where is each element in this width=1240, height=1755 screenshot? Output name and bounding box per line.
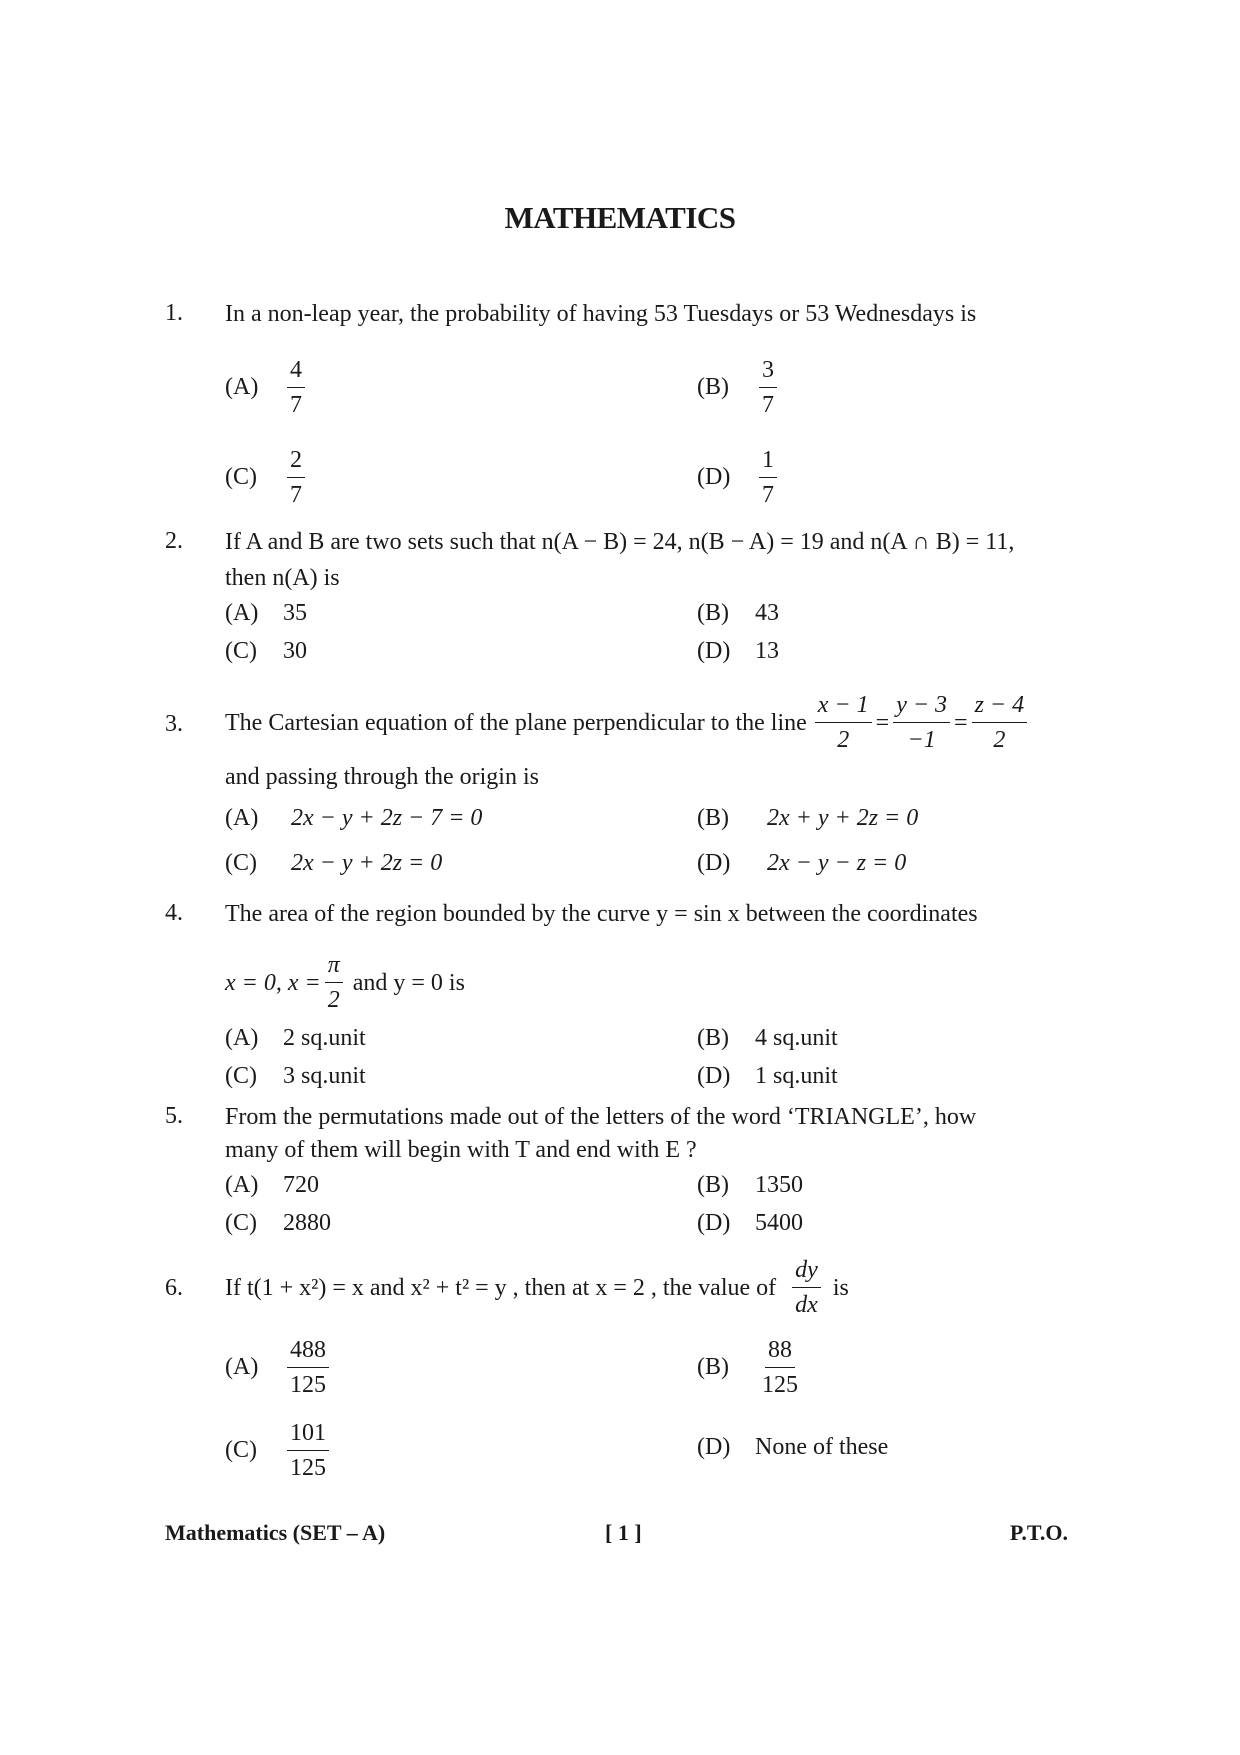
option-value: 43 <box>755 600 779 626</box>
fraction: $\frac{2}{7}$ <box>287 445 305 510</box>
question-text-line1: The area of the region bounded by the curve y = sin x between the coordinates <box>225 901 978 927</box>
footer-pto: P.T.O. <box>1009 1520 1068 1545</box>
option-d[interactable] <box>697 1434 888 1461</box>
option-value: 2x + y + 2z = 0 <box>767 805 919 831</box>
question-text-line1: From the permutations made out of the letters of the word ‘TRIANGLE’, how <box>225 1104 977 1130</box>
option-b[interactable] <box>697 1172 803 1199</box>
option-label: (C) <box>225 1210 257 1236</box>
fraction: $\frac{y - 3}{-1}$ <box>893 690 950 755</box>
option-d[interactable] <box>697 445 781 510</box>
question-text-line2: many of them will begin with T and end with E ? <box>225 1137 697 1163</box>
option-label: (C) <box>225 850 257 876</box>
option-d[interactable] <box>697 1210 803 1237</box>
option-value: 5400 <box>755 1210 803 1236</box>
option-label: (A) <box>225 374 259 400</box>
question-number: 5. <box>165 1103 183 1129</box>
fraction: $\frac{4}{7}$ <box>287 355 305 420</box>
question-number: 3. <box>165 711 183 737</box>
option-value: 2x − y + 2z = 0 <box>291 850 443 876</box>
option-b[interactable] <box>697 600 779 627</box>
option-d[interactable] <box>697 638 779 665</box>
question-number: 4. <box>165 900 183 926</box>
fraction: $\frac{z - 4}{2}$ <box>972 690 1028 755</box>
option-label: (D) <box>697 638 731 664</box>
option-label: (B) <box>697 1354 729 1380</box>
option-label: (C) <box>225 464 257 490</box>
fraction: $\frac{3}{7}$ <box>759 355 777 420</box>
option-a[interactable] <box>225 355 309 420</box>
footer-page-number: [ 1 ] <box>605 1520 642 1545</box>
question-number: 1. <box>165 300 183 326</box>
option-a[interactable] <box>225 1335 333 1400</box>
option-value: 4 sq.unit <box>755 1025 838 1051</box>
option-c[interactable] <box>225 850 442 877</box>
option-label: (D) <box>697 1210 731 1236</box>
option-value: 30 <box>283 638 307 664</box>
option-label: (B) <box>697 805 729 831</box>
option-value: 2880 <box>283 1210 331 1236</box>
option-label: (A) <box>225 600 259 626</box>
question-text-line2: then n(A) is <box>225 565 340 591</box>
option-value: None of these <box>755 1434 889 1460</box>
question-text: If t(1 + x²) = x and x² + t² = y , then at x = 2 , the value of $\frac{dy}{dx}$ is <box>225 1257 849 1318</box>
option-value: 2x − y + 2z − 7 = 0 <box>291 805 483 831</box>
option-label: (B) <box>697 1172 729 1198</box>
option-b[interactable] <box>697 1025 838 1052</box>
option-value: 35 <box>283 600 307 626</box>
option-b[interactable] <box>697 355 781 420</box>
option-value: 1 sq.unit <box>755 1063 838 1089</box>
question-text-line2: and passing through the origin is <box>225 764 539 790</box>
option-a[interactable] <box>225 1172 319 1199</box>
option-c[interactable] <box>225 638 307 665</box>
fraction: $\frac{1}{7}$ <box>759 445 777 510</box>
option-c[interactable] <box>225 1063 366 1090</box>
fraction: $\frac{x - 1}{2}$ <box>815 690 872 755</box>
option-a[interactable] <box>225 805 482 832</box>
option-label: (D) <box>697 1434 731 1460</box>
option-value: 1350 <box>755 1172 803 1198</box>
option-label: (B) <box>697 374 729 400</box>
option-a[interactable] <box>225 600 307 627</box>
fraction: $\frac{88}{125}$ <box>762 1337 798 1398</box>
footer-subject: Mathematics (SET – A) <box>165 1520 386 1545</box>
option-label: (C) <box>225 1437 257 1463</box>
option-value: 720 <box>283 1172 319 1198</box>
fraction: $\frac{\pi}{2}$ <box>325 950 343 1015</box>
option-c[interactable] <box>225 1210 331 1237</box>
option-value: 2x − y − z = 0 <box>767 850 907 876</box>
option-value: 13 <box>755 638 779 664</box>
option-label: (A) <box>225 805 259 831</box>
question-number: 2. <box>165 528 183 554</box>
option-d[interactable] <box>697 1063 838 1090</box>
question-text: In a non-leap year, the probability of having 53 Tuesdays or 53 Wednesdays is <box>225 301 977 327</box>
option-label: (B) <box>697 1025 729 1051</box>
fraction: $\frac{dy}{dx}$ <box>792 1255 821 1320</box>
option-label: (B) <box>697 600 729 626</box>
option-label: (C) <box>225 638 257 664</box>
option-label: (A) <box>225 1172 259 1198</box>
question-text-line1: The Cartesian equation of the plane perpendicular to the line $\frac{x - 1}{2}$ = $\frac{y - 3}{-1}$ = $\frac{z - 4}{2}$ <box>225 690 1031 755</box>
option-label: (D) <box>697 1063 731 1089</box>
page-title: MATHEMATICS <box>504 200 736 235</box>
option-b[interactable] <box>697 1335 805 1400</box>
option-value: 2 sq.unit <box>283 1025 366 1051</box>
option-label: (A) <box>225 1354 259 1380</box>
option-label: (D) <box>697 464 731 490</box>
fraction: $\frac{101}{125}$ <box>287 1418 329 1483</box>
option-label: (D) <box>697 850 731 876</box>
fraction: $\frac{488}{125}$ <box>287 1335 329 1400</box>
option-label: (C) <box>225 1063 257 1089</box>
option-d[interactable] <box>697 850 906 877</box>
option-label: (A) <box>225 1025 259 1051</box>
option-c[interactable] <box>225 1418 333 1483</box>
option-value: 3 sq.unit <box>283 1063 366 1089</box>
option-b[interactable] <box>697 805 918 832</box>
question-text-line1: If A and B are two sets such that n(A − B) = 24, n(B − A) = 19 and n(A ∩ B) = 11, <box>225 529 1015 555</box>
option-c[interactable] <box>225 445 309 510</box>
question-number: 6. <box>165 1275 183 1301</box>
question-text-line2: x = 0, x = $\frac{\pi}{2}$ and y = 0 is <box>225 952 465 1013</box>
option-a[interactable] <box>225 1025 366 1052</box>
